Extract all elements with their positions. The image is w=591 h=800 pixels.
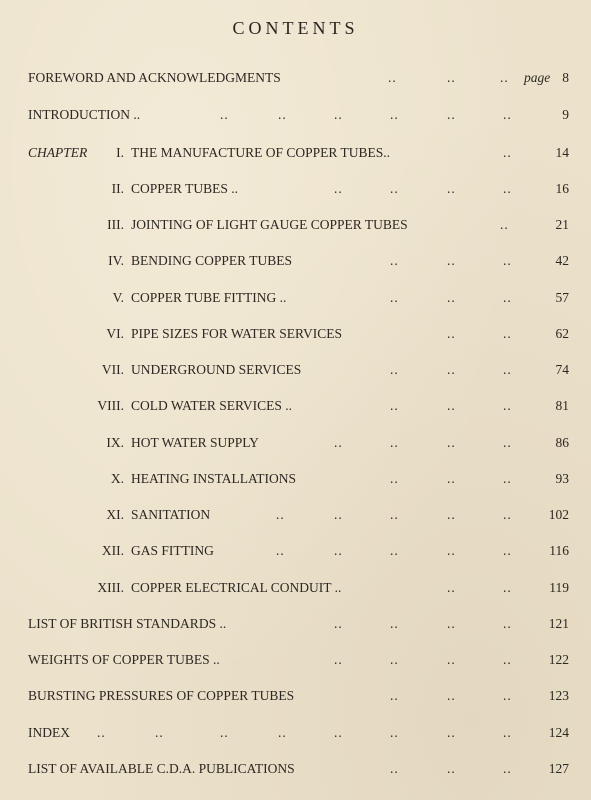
- leader-dots: ..: [390, 471, 399, 486]
- entry-label: INDEX: [28, 725, 70, 740]
- leader-dots: ..: [390, 435, 399, 450]
- toc-entry: [0, 107, 591, 129]
- page-number: 42: [555, 253, 569, 268]
- leader-dots: ..: [447, 290, 456, 305]
- leader-dots: ..: [334, 507, 343, 522]
- chapter-number: VIII.: [97, 398, 124, 413]
- page-number: 123: [548, 688, 569, 703]
- toc-entry: [0, 253, 591, 275]
- page-number: 74: [555, 362, 569, 377]
- toc-entry: [0, 217, 591, 239]
- leader-dots: ..: [334, 652, 343, 667]
- leader-dots: ..: [390, 362, 399, 377]
- entry-label: COPPER TUBE FITTING ..: [131, 290, 287, 305]
- toc-entry: [0, 652, 591, 674]
- chapter-number: XII.: [101, 543, 124, 558]
- chapter-number: VI.: [106, 326, 124, 341]
- leader-dots: ..: [278, 725, 287, 740]
- leader-dots: ..: [447, 435, 456, 450]
- chapter-number: VII.: [101, 362, 124, 377]
- toc-entry: [0, 543, 591, 565]
- leader-dots: ..: [390, 543, 399, 558]
- entry-label: WEIGHTS OF COPPER TUBES ..: [28, 652, 220, 667]
- chapter-number: XIII.: [97, 580, 124, 595]
- page-number: 102: [548, 507, 569, 522]
- leader-dots: ..: [390, 181, 399, 196]
- toc-entry: [0, 290, 591, 312]
- chapter-number: II.: [111, 181, 124, 196]
- page-number: 121: [548, 616, 569, 631]
- leader-dots: ..: [276, 507, 285, 522]
- chapter-number: IX.: [106, 435, 124, 450]
- leader-dots: ..: [220, 725, 229, 740]
- leader-dots: ..: [447, 362, 456, 377]
- leader-dots: ..: [447, 398, 456, 413]
- leader-dots: ..: [334, 543, 343, 558]
- entry-label: BENDING COPPER TUBES: [131, 253, 293, 268]
- entry-label: HOT WATER SUPPLY: [131, 435, 259, 450]
- leader-dots: ..: [390, 253, 399, 268]
- entry-label: FOREWORD AND ACKNOWLEDGMENTS: [28, 70, 281, 85]
- leader-dots: ..: [503, 761, 512, 776]
- leader-dots: ..: [390, 761, 399, 776]
- leader-dots: ..: [447, 652, 456, 667]
- entry-label: PIPE SIZES FOR WATER SERVICES: [131, 326, 342, 341]
- leader-dots: ..: [447, 181, 456, 196]
- leader-dots: ..: [447, 580, 456, 595]
- page-number: 16: [555, 181, 569, 196]
- entry-label: SANITATION: [131, 507, 211, 522]
- leader-dots: ..: [503, 543, 512, 558]
- entry-label: LIST OF BRITISH STANDARDS ..: [28, 616, 227, 631]
- toc-entry: [0, 688, 591, 710]
- leader-dots: ..: [503, 398, 512, 413]
- page-number: 116: [549, 543, 569, 558]
- page-number: 57: [555, 290, 569, 305]
- chapter-number: I.: [116, 145, 124, 160]
- toc-entry: [0, 616, 591, 638]
- chapter-number: IV.: [108, 253, 124, 268]
- leader-dots: ..: [447, 107, 456, 122]
- leader-dots: ..: [447, 70, 456, 85]
- toc-entry: [0, 580, 591, 602]
- leader-dots: ..: [503, 688, 512, 703]
- leader-dots: ..: [503, 616, 512, 631]
- leader-dots: ..: [278, 107, 287, 122]
- leader-dots: ..: [447, 253, 456, 268]
- leader-dots: ..: [503, 471, 512, 486]
- page-number: 14: [555, 145, 569, 160]
- page-number: 9: [562, 107, 569, 122]
- leader-dots: ..: [503, 326, 512, 341]
- chapter-number: X.: [110, 471, 124, 486]
- leader-dots: ..: [503, 181, 512, 196]
- page-number: 21: [555, 217, 569, 232]
- leader-dots: ..: [503, 145, 512, 160]
- toc-entry: [0, 145, 591, 167]
- entry-label: BURSTING PRESSURES OF COPPER TUBES: [28, 688, 295, 703]
- leader-dots: ..: [503, 507, 512, 522]
- page-word: page: [524, 70, 551, 85]
- entry-label: LIST OF AVAILABLE C.D.A. PUBLICATIONS: [28, 761, 295, 776]
- leader-dots: ..: [334, 181, 343, 196]
- leader-dots: ..: [390, 290, 399, 305]
- page-number: 81: [555, 398, 569, 413]
- chapter-number: III.: [107, 217, 124, 232]
- leader-dots: ..: [447, 326, 456, 341]
- leader-dots: ..: [503, 253, 512, 268]
- leader-dots: ..: [503, 725, 512, 740]
- toc-entry: [0, 181, 591, 203]
- page-number: 86: [555, 435, 569, 450]
- leader-dots: ..: [390, 398, 399, 413]
- leader-dots: ..: [447, 688, 456, 703]
- toc-entry: [0, 725, 591, 747]
- chapter-number: XI.: [106, 507, 124, 522]
- entry-label: COPPER TUBES ..: [131, 181, 239, 196]
- page-number: 122: [548, 652, 569, 667]
- leader-dots: ..: [390, 107, 399, 122]
- entry-label: COLD WATER SERVICES ..: [131, 398, 293, 413]
- toc-entry: [0, 761, 591, 783]
- leader-dots: ..: [447, 507, 456, 522]
- leader-dots: ..: [503, 290, 512, 305]
- entry-label: UNDERGROUND SERVICES: [131, 362, 302, 377]
- entry-label: COPPER ELECTRICAL CONDUIT ..: [131, 580, 342, 595]
- leader-dots: ..: [276, 543, 285, 558]
- leader-dots: ..: [388, 70, 397, 85]
- leader-dots: ..: [390, 688, 399, 703]
- leader-dots: ..: [334, 107, 343, 122]
- page-number: 124: [548, 725, 569, 740]
- leader-dots: ..: [390, 616, 399, 631]
- leader-dots: ..: [447, 761, 456, 776]
- leader-dots: ..: [447, 543, 456, 558]
- leader-dots: ..: [447, 471, 456, 486]
- leader-dots: ..: [334, 616, 343, 631]
- chapter-number: V.: [112, 290, 124, 305]
- entry-label: INTRODUCTION ..: [28, 107, 141, 122]
- leader-dots: ..: [97, 725, 106, 740]
- page-number: 119: [549, 580, 569, 595]
- page-number: 127: [548, 761, 569, 776]
- leader-dots: ..: [390, 507, 399, 522]
- leader-dots: ..: [220, 107, 229, 122]
- toc-entry: [0, 507, 591, 529]
- leader-dots: ..: [334, 435, 343, 450]
- leader-dots: ..: [390, 652, 399, 667]
- toc-entry: [0, 398, 591, 420]
- chapter-word: CHAPTER: [28, 145, 88, 160]
- toc-entry: [0, 70, 591, 92]
- leader-dots: ..: [500, 70, 509, 85]
- page-number: 93: [555, 471, 569, 486]
- leader-dots: ..: [503, 435, 512, 450]
- toc-entry: [0, 471, 591, 493]
- toc-entry: [0, 435, 591, 457]
- leader-dots: ..: [500, 217, 509, 232]
- entry-label: GAS FITTING: [131, 543, 214, 558]
- leader-dots: ..: [447, 725, 456, 740]
- leader-dots: ..: [503, 580, 512, 595]
- leader-dots: ..: [503, 362, 512, 377]
- leader-dots: ..: [390, 725, 399, 740]
- leader-dots: ..: [447, 616, 456, 631]
- contents-title: CONTENTS: [232, 18, 359, 38]
- toc-entry: [0, 362, 591, 384]
- page-number: 8: [562, 70, 569, 85]
- leader-dots: ..: [503, 652, 512, 667]
- page-number: 62: [555, 326, 569, 341]
- toc-entry: [0, 326, 591, 348]
- leader-dots: ..: [503, 107, 512, 122]
- entry-label: JOINTING OF LIGHT GAUGE COPPER TUBES: [131, 217, 408, 232]
- entry-label: THE MANUFACTURE OF COPPER TUBES..: [131, 145, 391, 160]
- leader-dots: ..: [155, 725, 164, 740]
- entry-label: HEATING INSTALLATIONS: [131, 471, 297, 486]
- leader-dots: ..: [334, 725, 343, 740]
